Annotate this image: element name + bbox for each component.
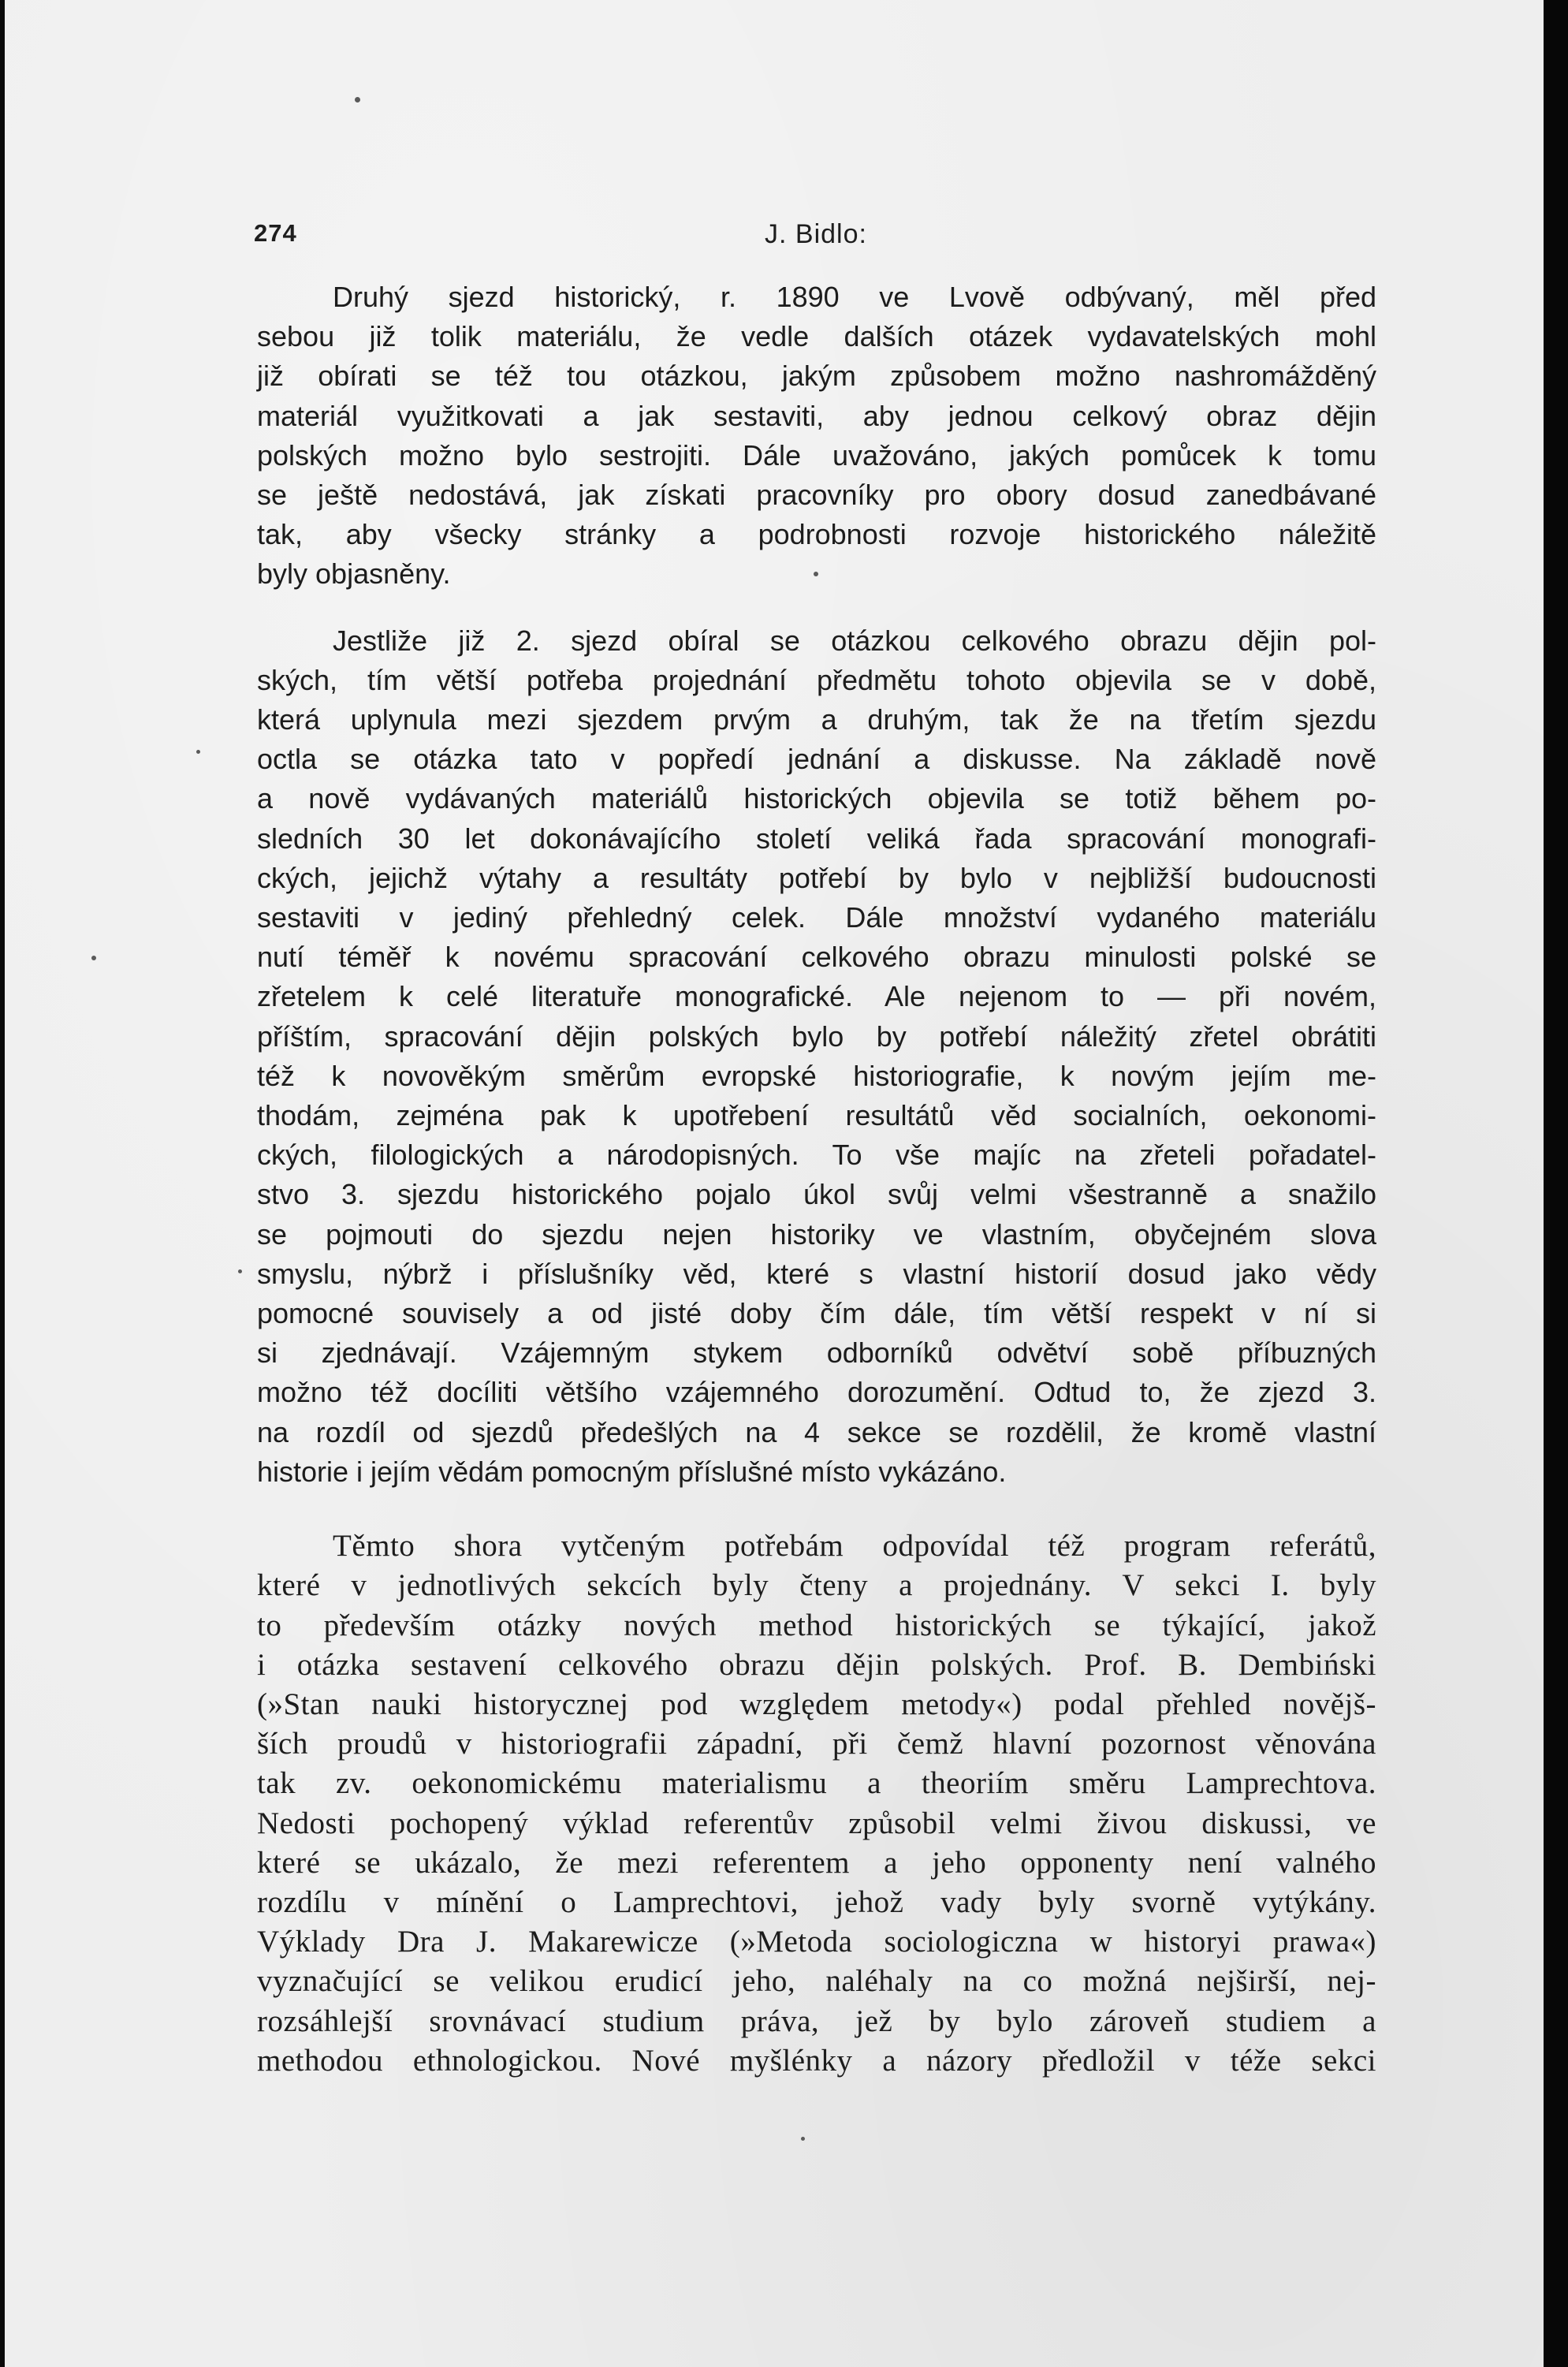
text-line: i otázka sestavení celkového obrazu dějin polských. Prof. B. Dembiński [257,1647,1376,1682]
text-line: pomocné souvisely a od jisté doby čím dále, tím větší respekt v ní si [257,1297,1376,1330]
page-header [254,219,1378,255]
scan-edge-shadow [1544,0,1568,2367]
text-line: methodou ethnologickou. Nové myšlénky a názory předložil v téže sekci [257,2043,1376,2078]
text-line: sebou již tolik materiálu, že vedle dalších otázek vydavatelských mohl [257,320,1376,353]
paper-speck [355,97,360,103]
paper-speck [238,1269,242,1273]
text-line: rozdílu v mínění o Lamprechtovi, jehož vady byly svorně vytýkány. [257,1884,1376,1919]
paragraph-spacer [257,1492,1376,1526]
text-line: (»Stan nauki historycznej pod względem metody«) podal přehled novějš- [257,1687,1376,1721]
text-line: stvo 3. sjezdu historického pojalo úkol svůj velmi všestranně a snažilo [257,1178,1376,1211]
paper-speck [814,572,818,576]
text-line: smyslu, nýbrž i příslušníky věd, které s vlastní historií dosud jako vědy [257,1257,1376,1290]
paragraph [257,1526,1376,2081]
text-line: Nedosti pochopený výklad referentův způsobil velmi živou diskussi, ve [257,1806,1376,1840]
text-line: to především otázky nových method historických se týkající, jakož [257,1608,1376,1642]
text-line: již obírati se též tou otázkou, jakým způsobem možno nashromážděný [257,360,1376,393]
paragraph-spacer [257,595,1376,621]
text-line: materiál využitkovati a jak sestaviti, aby jednou celkový obraz dějin [257,399,1376,432]
paragraph [257,278,1376,595]
body-text [257,278,1376,2081]
text-line: byly objasněny. [257,557,451,591]
text-line: se ještě nedostává, jak získati pracovníky pro obory dosud zanedbávané [257,479,1376,512]
text-line: které v jednotlivých sekcích byly čteny a projednány. V sekci I. byly [257,1568,1376,1603]
text-line: Jestliže již 2. sjezd obíral se otázkou celkového obrazu dějin pol- [333,624,1376,657]
text-line: a nově vydávaných materiálů historických objevila se totiž během po- [257,782,1376,815]
paragraph [257,621,1376,1492]
text-line: tak zv. oekonomickému materialismu a theoriím směru Lamprechtova. [257,1766,1376,1801]
text-line: tak, aby všecky stránky a podrobnosti rozvoje historického náležitě [257,518,1376,551]
text-line: thodám, zejména pak k upotřebení resultátů věd socialních, oekonomi- [257,1099,1376,1132]
text-line: ských, tím větší potřeba projednání předmětu tohoto objevila se v době, [257,663,1376,696]
running-head: J. Bidlo: [765,219,867,249]
text-line: též k novověkým směrům evropské historiografie, k novým jejím me- [257,1059,1376,1092]
text-line: nutí téměř k novému spracování celkového obrazu minulosti polské se [257,941,1376,974]
text-line: octla se otázka tato v popředí jednání a diskusse. Na základě nově [257,743,1376,776]
text-line: sledních 30 let dokonávajícího století veliká řada spracování monografi- [257,822,1376,855]
text-line: ckých, filologických a národopisných. To vše majíc na zřeteli pořadatel- [257,1139,1376,1172]
text-line: Výklady Dra J. Makarewicze (»Metoda sociologiczna w historyi prawa«) [257,1925,1376,1959]
text-line: vyznačující se velikou erudicí jeho, naléhaly na co možná nejširší, nej- [257,1964,1376,1999]
text-line: zřetelem k celé literatuře monografické. Ale nejenom to — při novém, [257,980,1376,1013]
text-line: ších proudů v historiografii západní, při čemž hlavní pozornost věnována [257,1727,1376,1761]
text-line: si zjednávají. Vzájemným stykem odborníků odvětví sobě příbuzných [257,1336,1376,1370]
text-line: rozsáhlejší srovnávací studium práva, jež by bylo zároveň studiem a [257,2004,1376,2038]
text-line: historie i jejím vědám pomocným příslušné místo vykázáno. [257,1455,1007,1488]
text-line: Druhý sjezd historický, r. 1890 ve Lvově odbývaný, měl před [333,281,1376,313]
text-line: které se ukázalo, že mezi referentem a jeho opponenty není valného [257,1845,1376,1880]
paper-speck [91,956,96,960]
text-line: ckých, jejichž výtahy a resultáty potřebí by bylo v nejbližší budoucnosti [257,861,1376,894]
text-line: která uplynula mezi sjezdem prvým a druhým, tak že na třetím sjezdu [257,703,1376,736]
scanned-page [5,0,1544,2367]
paper-speck [196,750,200,754]
text-line: se pojmouti do sjezdu nejen historiky ve vlastním, obyčejném slova [257,1217,1376,1251]
page-number: 274 [254,219,297,247]
text-line: možno též docíliti většího vzájemného dorozumění. Odtud to, že zjezd 3. [257,1376,1376,1409]
text-line: Těmto shora vytčeným potřebám odpovídal též program referátů, [333,1529,1376,1564]
text-line: na rozdíl od sjezdů předešlých na 4 sekce se rozdělil, že kromě vlastní [257,1415,1376,1448]
text-line: příštím, spracování dějin polských bylo by potřebí náležitý zřetel obrátiti [257,1019,1376,1053]
text-line: polských možno bylo sestrojiti. Dále uvažováno, jakých pomůcek k tomu [257,438,1376,472]
paper-speck [801,2137,805,2141]
text-line: sestaviti v jediný přehledný celek. Dále množství vydaného materiálu [257,901,1376,934]
